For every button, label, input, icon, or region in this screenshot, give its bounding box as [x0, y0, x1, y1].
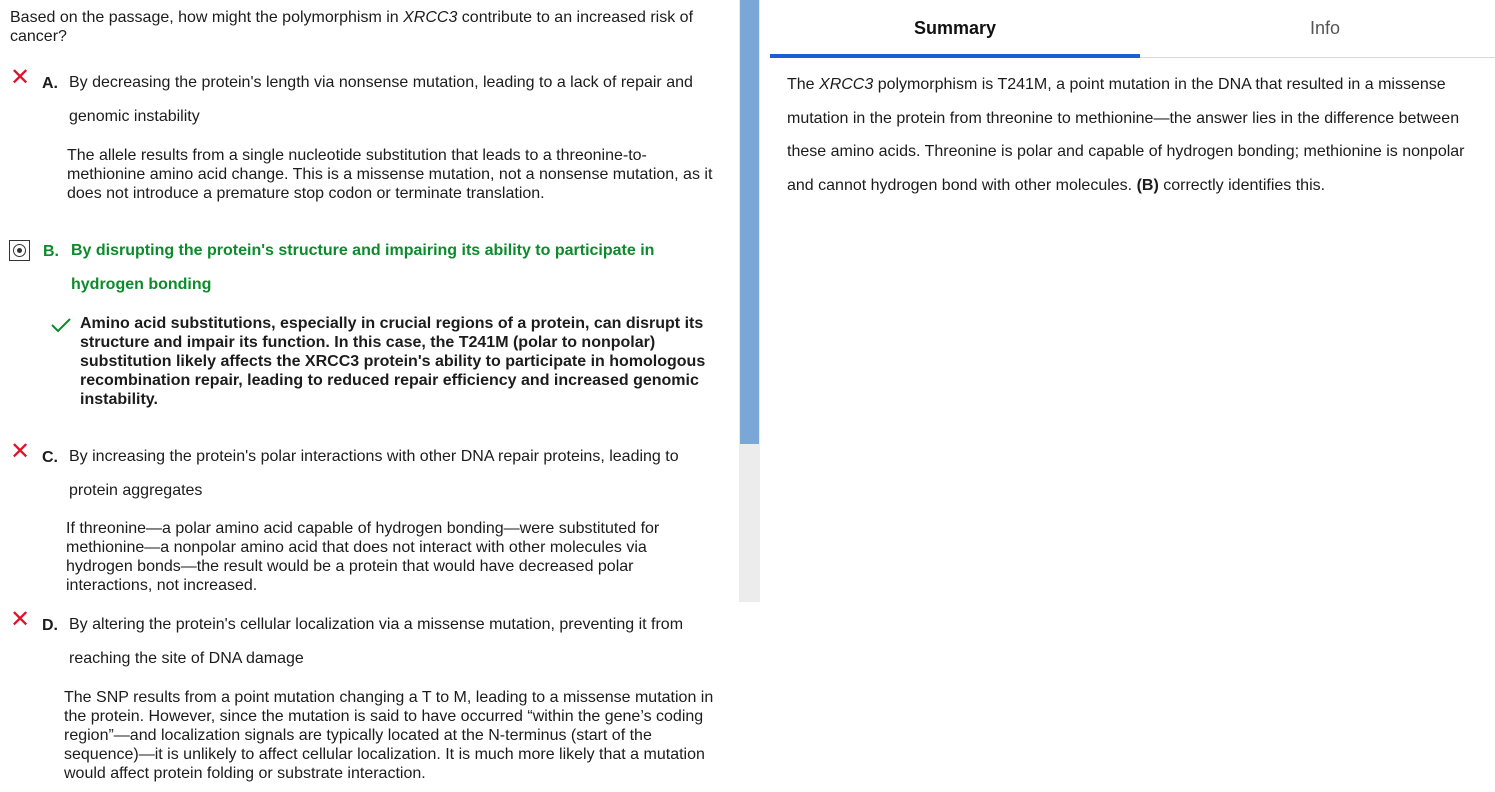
question-text: [10, 8, 730, 46]
option-explanation: The allele results from a single nucleotide substitution that leads to a threonine-to-methionine amino acid change. This is a missense mutation, not a nonsense mutation, as it does not introduce a premature stop codon or terminate translation.: [67, 147, 713, 202]
summary-answer: (B): [1136, 176, 1159, 194]
summary-part: correctly identifies this.: [1158, 176, 1326, 194]
x-icon: ✕: [10, 438, 31, 465]
x-icon: ✕: [10, 606, 31, 633]
option-letter: C.: [42, 449, 58, 466]
summary-text: [787, 68, 1492, 202]
option-explanation: Amino acid substitutions, especially in crucial regions of a protein, can disrupt its structure and impair its function. In this case, the T241M (polar to nonpolar) substitution likely affects the XRCC3 protein's ability to participate in homologous recombination repair, leading to reduced repair efficiency and increased genomic instability.: [80, 315, 706, 408]
tab-bar: [770, 0, 1495, 58]
option-text: By disrupting the protein's structure and impairing its ability to participate in hydrogen bonding: [71, 242, 655, 293]
option-text: By increasing the protein's polar interactions with other DNA repair proteins, leading to protein aggregates: [69, 448, 679, 499]
question-suffix: contribute to an increased risk of cancer?: [10, 9, 694, 45]
x-icon: ✕: [10, 64, 31, 91]
tab-info[interactable]: Info: [1309, 18, 1341, 38]
scrollbar-thumb[interactable]: [740, 0, 759, 444]
summary-gene: XRCC3: [819, 76, 874, 93]
question-prefix: Based on the passage, how might the polymorphism in: [10, 9, 404, 26]
option-text: By altering the protein's cellular localization via a missense mutation, preventing it from reaching the site of DNA damage: [69, 616, 684, 667]
question-gene: XRCC3: [403, 9, 458, 26]
option-letter: A.: [42, 75, 58, 92]
tab-summary[interactable]: Summary: [770, 0, 1140, 57]
option-letter: B.: [43, 243, 59, 260]
radio-selected-icon[interactable]: [9, 240, 30, 261]
summary-part: The: [787, 76, 820, 93]
check-icon: [50, 316, 72, 334]
option-letter: D.: [42, 617, 58, 634]
question-panel: [0, 0, 740, 792]
explanation-panel: [770, 0, 1495, 792]
option-text: By decreasing the protein's length via nonsense mutation, leading to a lack of repair and genomic instability: [69, 74, 693, 125]
summary-part: polymorphism is T241M, a point mutation in the DNA that resulted in a missense mutation in the protein from threonine to methionine—the answer lies in the difference between these amino acids. Threonine is polar and capable of hydrogen bonding; methionine is nonpolar and cannot hydrogen bond with other molecules.: [787, 76, 1465, 194]
option-explanation: The SNP results from a point mutation changing a T to M, leading to a missense mutation in the protein. However, since the mutation is said to have occurred “within the gene’s coding region”—and localization signals are typically located at the N-terminus (start of the sequence)—it is unlikely to affect cellular localization. It is much more likely that a mutation would affect protein folding or substrate interaction.: [64, 689, 714, 782]
option-explanation: If threonine—a polar amino acid capable of hydrogen bonding—were substituted for methionine—a nonpolar amino acid that does not interact with other molecules via hydrogen bonds—the result would be a protein that would have decreased polar interactions, not increased.: [66, 520, 660, 594]
